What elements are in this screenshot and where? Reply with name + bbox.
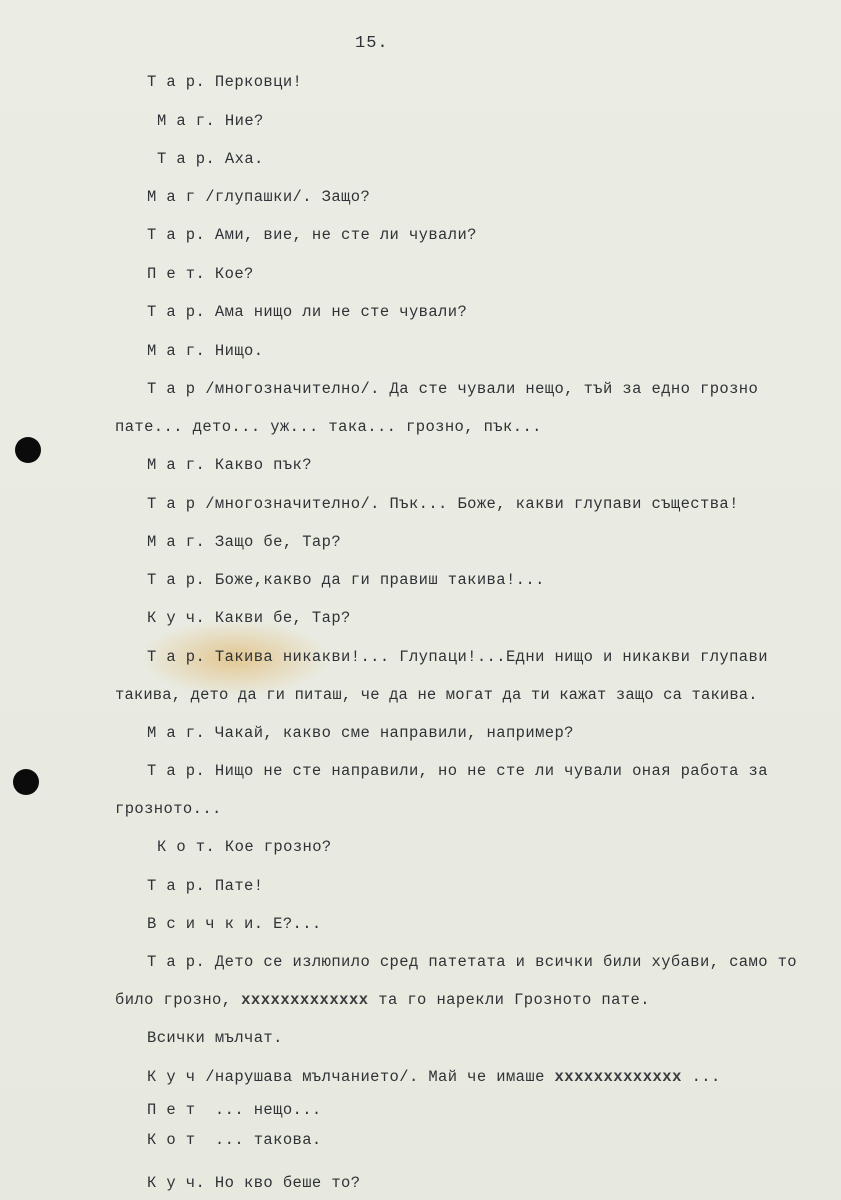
line-text: Какви бе, Тар?: [205, 609, 351, 627]
script-line: [147, 265, 254, 283]
stage-direction: [147, 1029, 283, 1047]
line-text: ... такова.: [195, 1131, 322, 1149]
script-line: [147, 571, 545, 589]
speaker: Т а р.: [147, 953, 206, 971]
speaker: Т а р.: [147, 226, 206, 244]
line-text: /глупашки/. Защо?: [195, 188, 371, 206]
line-text: Такива никакви!... Глупаци!...Едни нищо и никакви глупави: [205, 648, 768, 666]
speaker: Т а р.: [147, 877, 206, 895]
speaker: Т а р.: [157, 150, 216, 168]
line-text: Какво пък?: [205, 456, 312, 474]
speaker: Т а р.: [147, 571, 206, 589]
script-line: [147, 533, 341, 551]
page-number: 15.: [355, 34, 389, 53]
line-text: Чакай, какво сме направили, например?: [205, 724, 574, 742]
line-text: Но кво беше то?: [205, 1174, 361, 1192]
script-line: [147, 495, 739, 513]
line-text: Пате!: [205, 877, 264, 895]
script-line: [147, 188, 370, 206]
script-line: [147, 1101, 322, 1119]
speaker: К у ч.: [147, 1174, 206, 1192]
struck-out-text: xxxxxxxxxxxxx: [554, 1068, 682, 1086]
struck-out-text: xxxxxxxxxxxxx: [241, 991, 369, 1009]
speaker: В с и ч к и.: [147, 915, 264, 933]
speaker: К о т.: [157, 838, 216, 856]
speaker: П е т: [147, 1101, 196, 1119]
line-text: /многозначително/. Да сте чували нещо, тъй за едно грозно: [195, 380, 759, 398]
line-text: Кое?: [205, 265, 254, 283]
line-text: Нищо не сте направили, но не сте ли чували оная работа за: [205, 762, 768, 780]
script-line: [157, 838, 332, 856]
script-line: [147, 915, 322, 933]
script-line-continued: [115, 800, 222, 818]
line-text: Е?...: [263, 915, 322, 933]
speaker: П е т.: [147, 265, 206, 283]
script-line: [147, 953, 797, 971]
script-line: [147, 648, 768, 666]
line-text: Кое грозно?: [215, 838, 332, 856]
speaker: М а г.: [147, 533, 206, 551]
script-line: [147, 1131, 322, 1149]
line-text: Дето се излюпило сред патетата и всички били хубави, само то: [205, 953, 798, 971]
script-line-continued: [115, 418, 542, 436]
script-line: [147, 724, 574, 742]
script-line: [157, 150, 264, 168]
speaker: М а г.: [157, 112, 216, 130]
line-text: Перковци!: [205, 73, 303, 91]
line-text: пате... дето... уж... така... грозно, пък...: [115, 418, 542, 436]
line-text: Нищо.: [205, 342, 264, 360]
speaker: М а г.: [147, 456, 206, 474]
speaker: М а г.: [147, 342, 206, 360]
line-text: такива, дето да ги питаш, че да не могат да ти кажат защо са такива.: [115, 686, 758, 704]
speaker: Т а р: [147, 380, 196, 398]
line-text: грозното...: [115, 800, 222, 818]
speaker: Т а р.: [147, 648, 206, 666]
speaker: К о т: [147, 1131, 196, 1149]
script-line: [147, 226, 477, 244]
binder-hole-bottom: [13, 769, 39, 795]
line-text: та го нарекли Грозното пате.: [368, 991, 650, 1009]
speaker: Т а р.: [147, 303, 206, 321]
script-line: [147, 1174, 360, 1192]
line-text: /нарушава мълчанието/. Май че имаше: [195, 1068, 555, 1086]
script-line: [147, 73, 302, 91]
line-text: Ние?: [215, 112, 264, 130]
line-text: Боже,какво да ги правиш такива!...: [205, 571, 545, 589]
line-text: /многозначително/. Пък... Боже, какви глупави същества!: [195, 495, 739, 513]
speaker: Т а р: [147, 495, 196, 513]
line-text: Защо бе, Тар?: [205, 533, 342, 551]
script-line: [157, 112, 264, 130]
line-text: Аха.: [215, 150, 264, 168]
speaker: М а г.: [147, 724, 206, 742]
script-line: [147, 609, 351, 627]
binder-hole-top: [15, 437, 41, 463]
line-text: ...: [681, 1068, 721, 1086]
script-line: [147, 342, 263, 360]
line-text: Ама нищо ли не сте чували?: [205, 303, 468, 321]
script-line: [147, 762, 768, 780]
script-line: [147, 1068, 721, 1086]
script-line-continued: [115, 991, 650, 1009]
script-line: [147, 303, 467, 321]
line-text: било грозно,: [115, 991, 242, 1009]
script-line: [147, 380, 758, 398]
line-text: ... нещо...: [195, 1101, 322, 1119]
script-line-continued: [115, 686, 758, 704]
speaker: М а г: [147, 188, 196, 206]
line-text: Ами, вие, не сте ли чували?: [205, 226, 477, 244]
script-line: [147, 877, 263, 895]
speaker: К у ч.: [147, 609, 206, 627]
speaker: Т а р.: [147, 73, 206, 91]
speaker: К у ч: [147, 1068, 196, 1086]
script-line: [147, 456, 312, 474]
speaker: Т а р.: [147, 762, 206, 780]
line-text: Всички мълчат.: [147, 1029, 283, 1047]
